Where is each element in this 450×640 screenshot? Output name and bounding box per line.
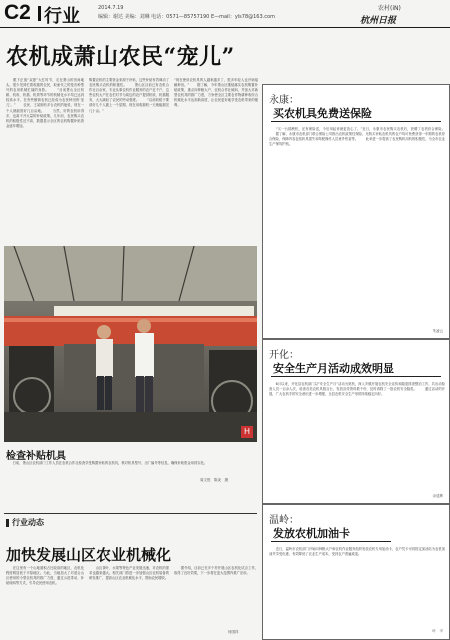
bottom-headline: 加快发展山区农业机械化 <box>6 546 172 564</box>
main-headline: 农机成萧山农民“宠儿” <box>6 44 235 70</box>
section-name: 行业 <box>44 6 80 27</box>
news-brief-kaihua <box>262 339 450 504</box>
brief-title-underline <box>271 541 391 542</box>
main-article-column-3: “现在使用农机具的人越来越多了，很多年轻人也开始接触种田。” 据了解，今年萧山区继续落实农机购置补贴政策，重点向种粮大户、农机合作社倾斜，并加大对新型农机具的推广力度，力争使全区主要农作物耕种收综合机械化水平达到新高度，让农民更好地享受农机带来的便利。 <box>174 78 258 108</box>
main-article-column-2: 购置农机的主要资金来源于补贴，这些补贴有效调动了农民购买农机的积极性。 萧山区目前已有农机合作社百余家，专业从事农机作业服务的农户近千户，这些农机大户在农忙时节为周边的农户提供机收、机插服务，大大减轻了农民的劳动强度。 “以前收稻子要请好几个人割上一个星期，现在用收割机一天就能割完几十亩。” <box>89 78 169 113</box>
editor-contact-line: 编辑：谢达 美编：刘琳 电话：0571—85757190 E—mail：yls78@163.com <box>98 14 275 20</box>
workshop-photo-illustration <box>4 246 257 442</box>
bottom-article-column-1: 在这里有一个山地面积占比较高的地区，农机化程度明显低于平原地区。为此，当地加大了对适合山区使用的小型农机具的推广力度，通过示范带动、补贴倾斜等方式，引导农民使用农机。 <box>6 566 84 586</box>
photo-credit: 周文悦 陈炎 摄 <box>200 478 228 482</box>
brief-text: “买一台插秧机，还有保险送，今后用起来就更放心了。”近日，永康市农民购买农机后，获赠了农机综合保险。 据了解，永康市农机部门联合保险公司推出农机政策性保险，凡购买补贴农机具的农户均可免费获得一年期的农机综合保险，保障内容包括机具损失和驾驶操作人员意外伤害等。 此举进一步提高了农民购机用机的积极性，为全市农业生产保驾护航。 <box>269 127 445 147</box>
brief-author: 叶 平 <box>432 629 443 633</box>
bottom-article-column-2: 山区茶叶、水果等特色产业发展迅速，对农机的需求也越来越大。相关部门将进一步加强山区农机装备的研发推广，提高山区农业机械化水平，帮助农民增收。 <box>89 566 169 581</box>
brief-title: 买农机具免费送保险 <box>273 107 372 120</box>
brief-title: 安全生产月活动成效明显 <box>273 362 394 375</box>
kicker-marker <box>6 519 9 527</box>
brief-author: 朱凌云 <box>432 329 443 333</box>
bottom-author: 何国祥 <box>228 630 239 634</box>
news-brief-wenling <box>262 504 450 640</box>
bottom-kicker: 行业动态 <box>12 518 44 527</box>
issue-date: 2014.7.19 <box>98 5 124 11</box>
brief-title-underline <box>271 376 441 377</box>
photo-corner-badge: H <box>241 426 253 438</box>
brief-kicker: 永康： <box>269 95 299 106</box>
brief-title-underline <box>271 121 441 122</box>
brief-kicker: 开化： <box>269 350 299 361</box>
paper-logo: 杭州日报 <box>360 16 397 26</box>
brief-text: 6月以来，开化县农机部门以“安全生产月”活动为契机，深入乡镇开展农机安全宣传和隐患排查整治工作，共出动检查人员一百余人次，检查各类农机具数百台，发放宣传资料数千份，及时消除了一批农机安全隐患。 通过活动的开展，广大农机手的安全意识进一步增强，全县农机安全生产形势持续稳定向好。 <box>269 382 445 397</box>
bottom-article-column-3: 据介绍，目前已在多个村开展山区农机化试点工作，取得了良好效果，下一步将在更大范围内推广应用。 <box>174 566 258 576</box>
photo-caption-title: 检查补贴机具 <box>6 451 66 462</box>
section-rule <box>4 513 257 514</box>
news-photo <box>4 246 257 442</box>
news-brief-yongkang <box>262 84 450 339</box>
photo-caption-text: 日前，萧山区农机部门工作人员在农机合作社检查享受购置补贴的农机具，核对机具型号、出厂编号等信息，确保补贴资金用到实处。 <box>6 461 208 465</box>
section-code: C2 <box>4 1 31 24</box>
brief-author: 余显辉 <box>432 494 443 498</box>
section-divider <box>38 6 41 21</box>
brief-kicker: 温岭： <box>269 515 299 526</box>
main-article-column-1: 眼下正值“双夏”大忙时节，走在萧山的田间地头，很少见到忙着收割的农民，取而代之的是各种型号的农用机械忙碌的身影。 “目前萧山全区机耕、机收、机插、机烘等环节的机械化水平均已达到较高水平，在有些镇街农机已经成为农民种田的‘宠儿’。” 农民、王某拥有多台农机的他说，现在一个人就能管好几百亩地。 当然，好的农机用得多，也离不开大量的补贴政策。几年前，农民购买农机的积极性还不高，数据显示全区的农机购置补贴资金逐年增加。 <box>6 78 84 128</box>
brief-text: 近日，温岭市农机部门开始向种粮大户和农机作业服务组织发放农机专用加油卡，农户凭卡可到指定加油站为农机加油并享受优惠，有效降低了农业生产成本，受到农户普遍欢迎。 <box>269 547 445 557</box>
brief-title: 发放农机加油卡 <box>273 527 350 540</box>
paper-supplement-name: 农村(iN) <box>378 5 401 12</box>
